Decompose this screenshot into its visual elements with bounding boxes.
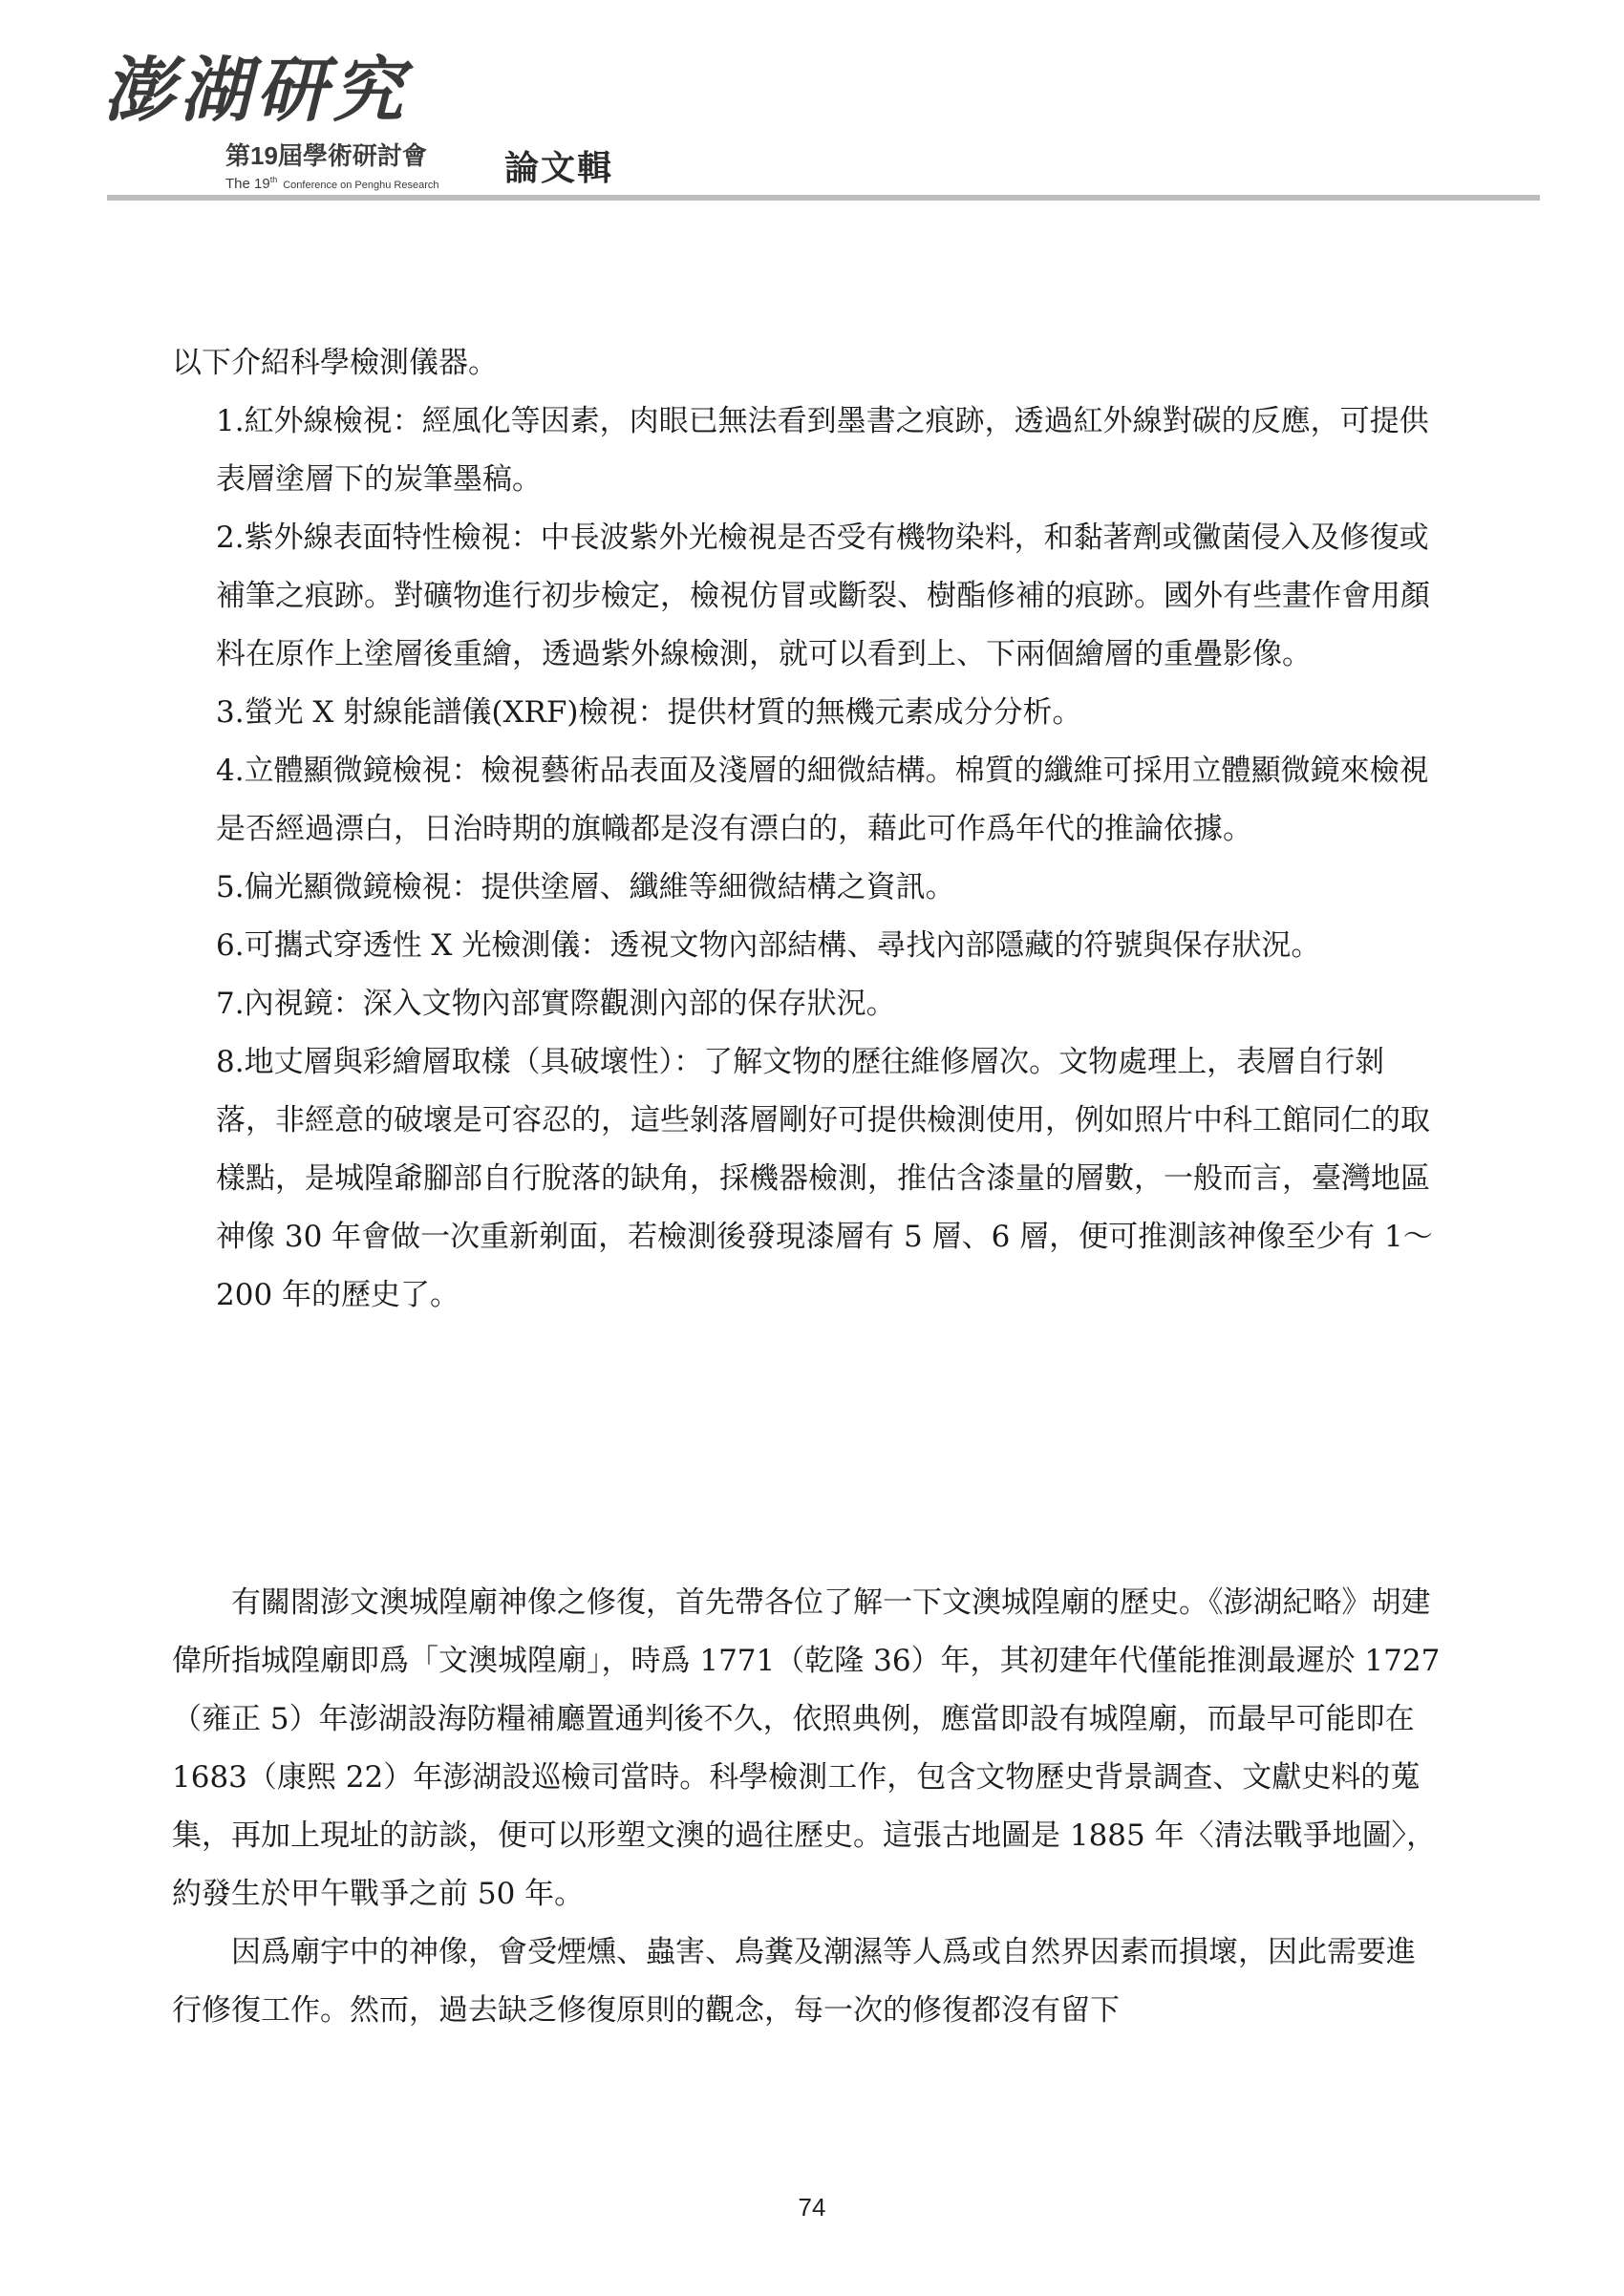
list-item	[172, 917, 1442, 975]
list-item	[172, 684, 1442, 742]
page-number: 74	[798, 2193, 826, 2222]
list-item-number: 5.	[216, 870, 245, 904]
list-item-text: 螢光 X 射線能譜儀(XRF)檢視：提供材質的無機元素成分分析。	[244, 695, 1082, 730]
list-item-text: 內視鏡：深入文物內部實際觀測內部的保存狀況。	[244, 987, 896, 1021]
list-item-number: 6.	[216, 928, 245, 963]
list-item	[172, 393, 1442, 509]
list-item-number: 7.	[216, 987, 245, 1021]
list-item-text: 紫外線表面特性檢視：中長波紫外光檢視是否受有機物染料，和黏著劑或黴菌侵入及修復或補筆之痕跡。對礦物進行初步檢定，檢視仿冒或斷裂、樹酯修補的痕跡。國外有些畫作會用顏料在原作上塗層後重繪，透過紫外線檢測，就可以看到上、下兩個繪層的重疊影像。	[216, 521, 1430, 671]
list-item	[172, 975, 1442, 1033]
conference-english	[225, 176, 439, 191]
list-item-number: 4.	[216, 754, 245, 788]
list-item	[172, 509, 1442, 684]
conference-line: 第19屆學術研討會	[225, 141, 427, 170]
body-paragraph: 有關閤澎文澳城隍廟神像之修復，首先帶各位了解一下文澳城隍廟的歷史。《澎湖紀略》胡建偉所指城隍廟即爲「文澳城隍廟」，時爲 1771（乾隆 36）年，其初建年代僅能推測最遲於 1727（雍正 5）年澎湖設海防糧補廳置通判後不久，依照典例，應當即設有城隍廟，而最早可能即在 1683（康熙 22）年澎湖設巡檢司當時。科學檢測工作，包含文物歷史背景調查、文獻史料的蒐集，再加上現址的訪談，便可以形塑文澳的過往歷史。這張古地圖是 1885 年〈清法戰爭地圖〉，約發生於甲午戰爭之前 50 年。	[172, 1585, 1441, 1911]
list-item	[172, 859, 1442, 917]
list-item-number: 8.	[216, 1045, 245, 1079]
list-item-number: 3.	[216, 695, 245, 730]
list-item	[172, 742, 1442, 859]
conference-english-name: Conference on Penghu Research	[283, 180, 439, 191]
book-label: 論文輯	[504, 148, 614, 187]
list-item-text: 偏光顯微鏡檢視：提供塗層、纖維等細微結構之資訊。	[244, 870, 955, 904]
list-item-text: 立體顯微鏡檢視：檢視藝術品表面及淺層的細微結構。棉質的纖維可採用立體顯微鏡來檢視是否經過漂白，日治時期的旗幟都是沒有漂白的，藉此可作爲年代的推論依據。	[216, 754, 1429, 846]
conference-english-prefix: The 19	[225, 176, 270, 192]
intro-text: 以下介紹科學檢測儀器。	[172, 346, 498, 380]
body-paragraph: 因爲廟宇中的神像，會受煙燻、蟲害、鳥糞及潮濕等人爲或自然界因素而損壞，因此需要進行修復工作。然而，過去缺乏修復原則的觀念，每一次的修復都沒有留下	[172, 1935, 1416, 2028]
page-header	[103, 50, 1546, 199]
list-item-text: 地丈層與彩繪層取樣（具破壞性）：了解文物的歷往維修層次。文物處理上，表層自行剝落，非經意的破壞是可容忍的，這些剝落層剛好可提供檢測使用，例如照片中科工館同仁的取樣點，是城隍爺腳部自行脫落的缺角，採機器檢測，推估含漆量的層數，一般而言，臺灣地區神像 30 年會做一次重新剃面，若檢測後發現漆層有 5 層、6 層，便可推測該神像至少有 1～200 年的歷史了。	[216, 1045, 1433, 1312]
list-item-text: 紅外線檢視：經風化等因素，肉眼已無法看到墨書之痕跡，透過紅外線對碳的反應，可提供表層塗層下的炭筆墨稿。	[216, 404, 1429, 497]
list-item	[172, 1033, 1442, 1325]
conference-english-sup: th	[269, 175, 278, 184]
instrument-list	[172, 393, 1442, 1325]
journal-title: 澎湖研究	[103, 50, 409, 132]
list-item-number: 2.	[216, 521, 245, 555]
list-item-number: 1.	[216, 404, 245, 438]
main-content	[172, 334, 1442, 1325]
list-item-text: 可攜式穿透性 X 光檢測儀：透視文物內部結構、尋找內部隱藏的符號與保存狀況。	[244, 928, 1321, 963]
header-divider	[107, 195, 1540, 201]
